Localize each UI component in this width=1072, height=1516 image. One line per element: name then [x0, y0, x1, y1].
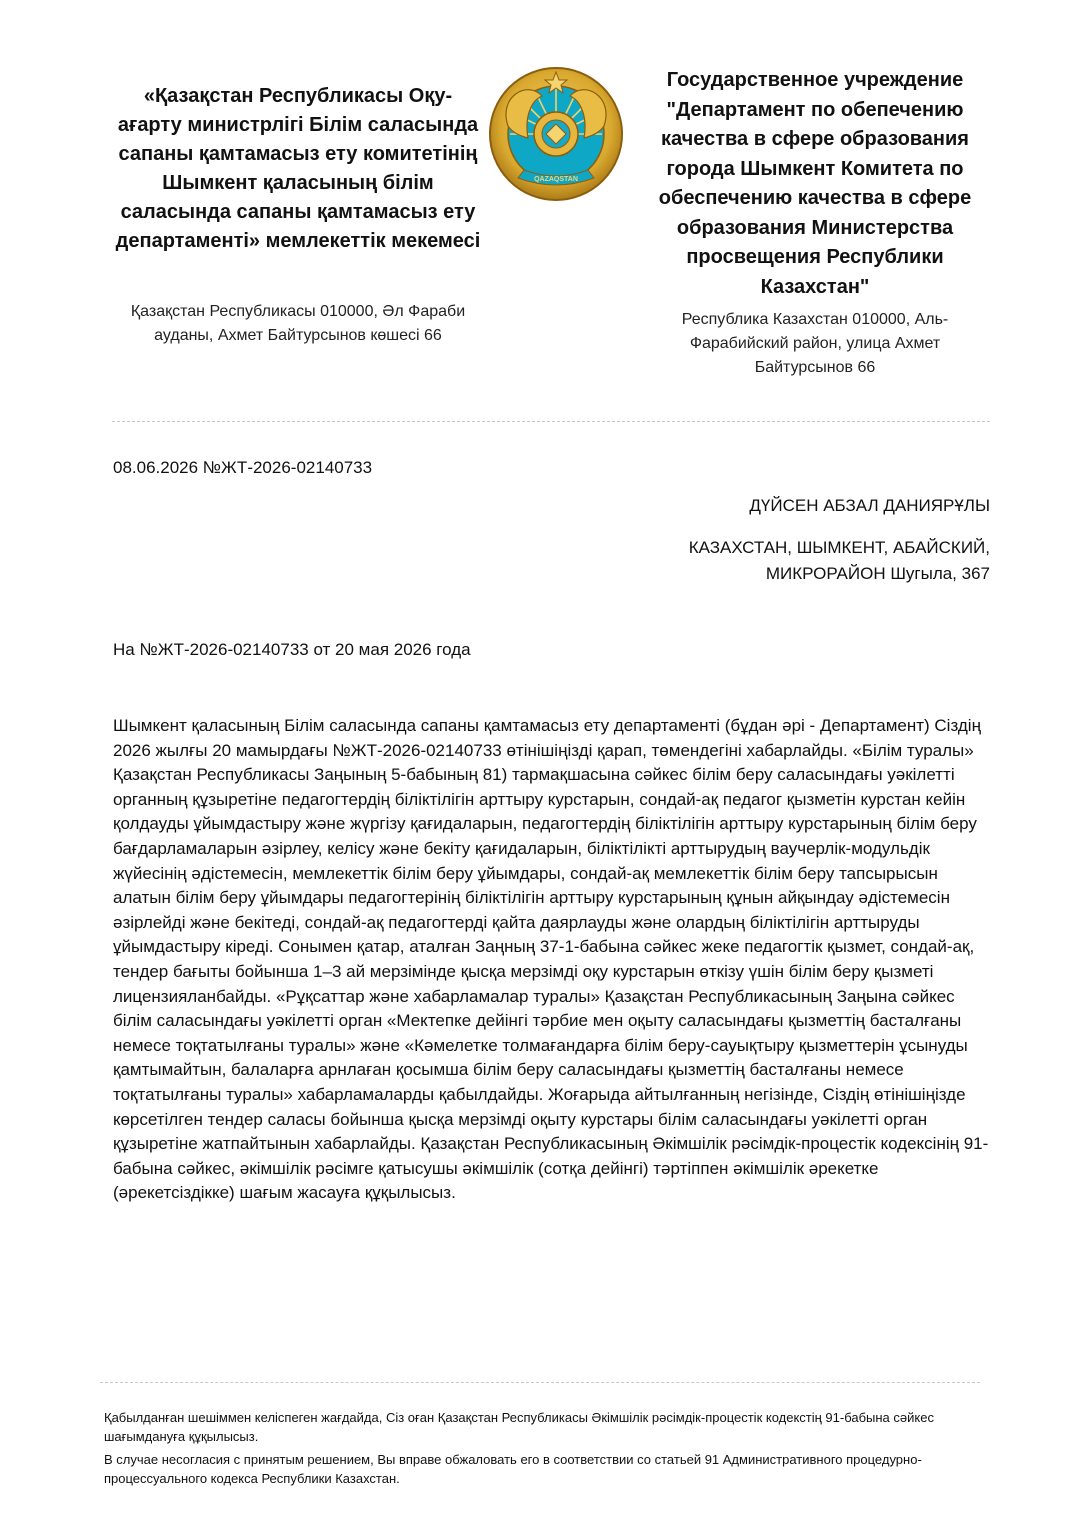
- organization-address-ru: Республика Казахстан 010000, Аль-Фарабийский район, улица Ахмет Байтурсынов 66: [681, 311, 949, 376]
- recipient-name: ДҮЙСЕН АБЗАЛ ДАНИЯРҰЛЫ: [749, 496, 990, 515]
- organization-name-kz: «Қазақстан Республикасы Оқу-ағарту министрлігі Білім саласында сапаны қамтамасыз ету комитетінің Шымкент қаласының білім саласында сапаны қамтамасыз ету департаменті» мемлекеттік мекемесі: [115, 85, 481, 252]
- organization-name-ru: Государственное учреждение "Департамент по обепечению качества в сфере образования города Шымкент Комитета по обеспечению качества в сфере образования Министерства просвещения Республики Казахстан": [658, 69, 972, 298]
- letter-body: Шымкент қаласының Білім саласында сапаны қамтамасыз ету департаменті (бұдан әрі - Департамент) Сіздің 2026 жылғы 20 мамырдағы №ЖТ-2026-02140733 өтінішіңізді қарап, төмендегіні хабарлайды. «Білім туралы» Қазақстан Республикасы Заңының 5-бабының 81) тармақшасына сәйкес білім беру саласындағы уәкілетті органның құзыретіне педагогтердің біліктілігін арттыру курстарын, сондай-ақ педагог қызметін курстан кейін қолдауды ұйымдастыру және жүргізу қағидаларын, педагогтердің біліктілігін арттыру курстарының білім беру бағдарламаларын әзірлеу, келісу және бекіту қағидаларын, біліктілікті арттырудың ваучерлік-модульдік жүйесінің әдістемесін, мемлекеттік білім беру ұйымдары, сондай-ақ мемлекеттік білім беру тапсырысын алатын білім беру ұйымдары педагогтерінің біліктілігін арттыру курстарының құнын айқындау әдістемесін әзірлейді және бекітеді, сондай-ақ педагогтерді қайта даярлауды және олардың біліктілігін арттыруды ұйымдастыру кіреді. Сонымен қатар, аталған Заңның 37-1-бабына сәйкес жеке педагогтік қызмет, сондай-ақ, тендер бағыты бойынша 1–3 ай мерзімінде қысқа мерзімді оқу курстарын өткізу үшін білім беру қызметі лицензияланбайды. «Рұқсаттар және хабарламалар туралы» Қазақстан Республикасының Заңына сәйкес білім саласындағы уәкілетті орган «Мектепке дейінгі тәрбие мен оқыту саласындағы қызметтің басталғаны немесе тоқтатылғаны туралы» және «Кәмелетке толмағандарға білім беру-сауықтыру қызметтерін ұсынуды қамтымайтын, балаларға арнлаған қосымша білім беру саласындағы қызметтің басталғаны немесе тоқтатылғаны туралы» хабарламаларды қабылдайды. Жоғарыда айтылғанның негізінде, Сіздің өтінішіңізде көрсетілген тендер саласы бойынша қысқа мерзімді оқыту курстары білім саласындағы уәкілетті орган құзыретіне жатпайтынын хабарлайды. Қазақстан Республикасының Әкімшілік рәсімдік-процестік кодексінің 91-бабына сәйкес, әкімшілік рәсімге қатысушы әкімшілік (сотқа дейінгі) тәртіппен әкімшілік әрекетке (әрекетсіздікке) шағым жасауға құқылысыз.: [113, 716, 989, 1203]
- recipient-address: КАЗАХСТАН, ШЫМКЕНТ, АБАЙСКИЙ, МИКРОРАЙОН Шугыла, 367: [688, 538, 990, 583]
- footer-note-ru: В случае несогласия с принятым решением, Вы вправе обжаловать его в соответствии со статьей 91 Административного процедурно-процессуального кодекса Республики Казахстан.: [104, 1452, 922, 1486]
- state-emblem-icon: [488, 66, 624, 202]
- footer-note-kz: Қабылданған шешіммен келіспеген жағдайда, Сіз оған Қазақстан Республикасы Әкімшілік рәсімдік-процестік кодекстің 91-бабына сәйкес шағымдануға құқылысыз.: [104, 1410, 934, 1444]
- emblem-text: QAZAQSTAN: [534, 176, 578, 183]
- footer-divider: [100, 1382, 980, 1383]
- reply-reference: На №ЖТ-2026-02140733 от 20 мая 2026 года: [113, 640, 471, 659]
- document-date-number: 08.06.2026 №ЖТ-2026-02140733: [113, 458, 373, 477]
- header-divider: [112, 421, 990, 422]
- organization-address-kz: Қазақстан Республикасы 010000, Әл Фараби ауданы, Ахмет Байтурсынов көшесі 66: [130, 303, 466, 344]
